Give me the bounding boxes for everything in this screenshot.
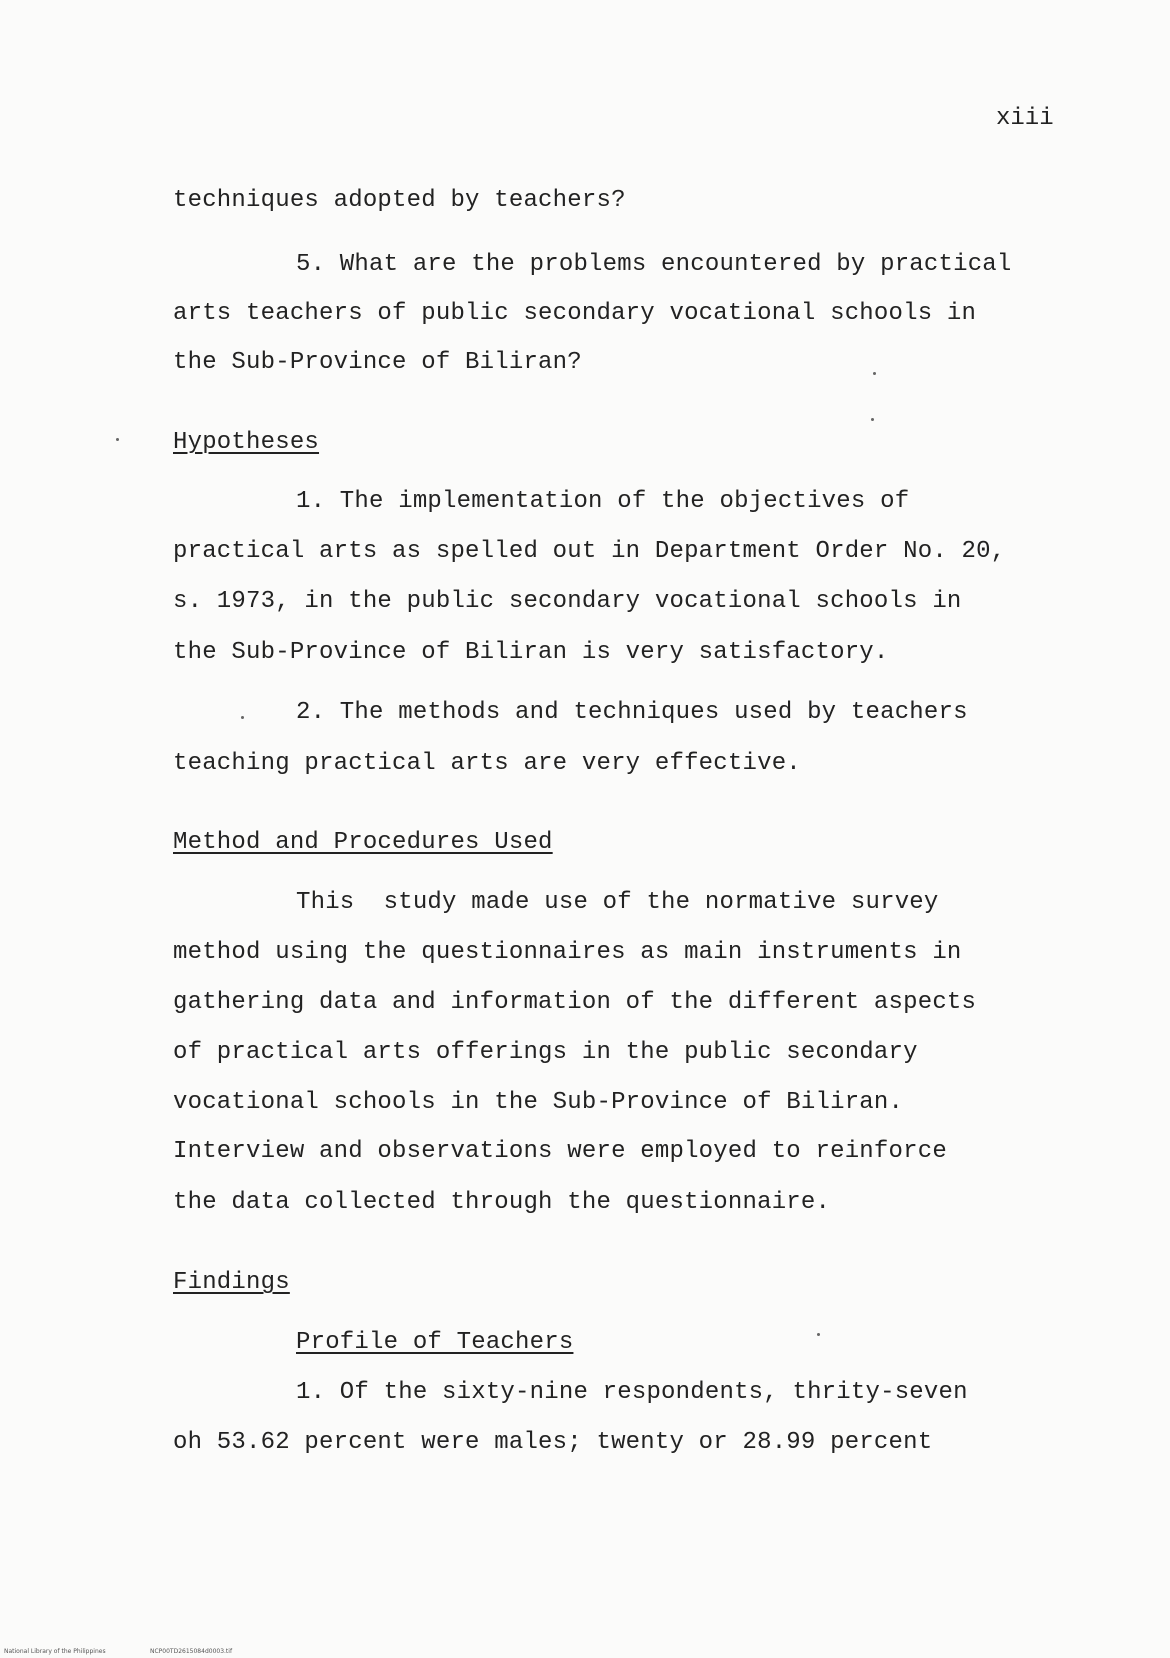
text-line: teaching practical arts are very effective.: [173, 750, 801, 777]
text-line: vocational schools in the Sub-Province of Biliran.: [173, 1089, 904, 1116]
page-number: xiii: [996, 105, 1054, 132]
section-heading-hypotheses: Hypotheses: [173, 429, 320, 456]
text-line: oh 53.62 percent were males; twenty or 28.99 percent: [173, 1429, 933, 1456]
text-line: Interview and observations were employed to reinforce: [173, 1138, 947, 1165]
scan-speck: [241, 716, 244, 719]
section-heading-method: Method and Procedures Used: [173, 829, 553, 856]
footer-code: NCP00TD2615084d0003.tif: [150, 1648, 233, 1655]
text-line: the data collected through the questionnaire.: [173, 1189, 831, 1216]
text-line: s. 1973, in the public secondary vocational schools in: [173, 588, 962, 615]
text-line: 2. The methods and techniques used by teachers: [296, 699, 968, 726]
text-line: gathering data and information of the different aspects: [173, 989, 977, 1016]
text-line: arts teachers of public secondary vocational schools in: [173, 300, 977, 327]
text-line: the Sub-Province of Biliran is very satisfactory.: [173, 639, 889, 666]
text-line: of practical arts offerings in the public secondary: [173, 1039, 918, 1066]
scan-speck: [873, 372, 876, 375]
scan-speck: [116, 438, 119, 441]
text-line: 5. What are the problems encountered by practical: [296, 251, 1012, 278]
footer-library: National Library of the Philippines: [4, 1648, 106, 1655]
text-line: the Sub-Province of Biliran?: [173, 349, 582, 376]
subsection-heading-profile: Profile of Teachers: [296, 1329, 574, 1356]
scan-speck: [871, 418, 874, 421]
text-line: method using the questionnaires as main instruments in: [173, 939, 962, 966]
text-line: 1. The implementation of the objectives of: [296, 488, 910, 515]
text-line: This study made use of the normative survey: [296, 889, 939, 916]
section-heading-findings: Findings: [173, 1269, 290, 1296]
text-line: 1. Of the sixty-nine respondents, thrity-seven: [296, 1379, 968, 1406]
text-line: techniques adopted by teachers?: [173, 187, 626, 214]
text-line: practical arts as spelled out in Department Order No. 20,: [173, 538, 1006, 565]
scan-speck: [817, 1333, 820, 1336]
